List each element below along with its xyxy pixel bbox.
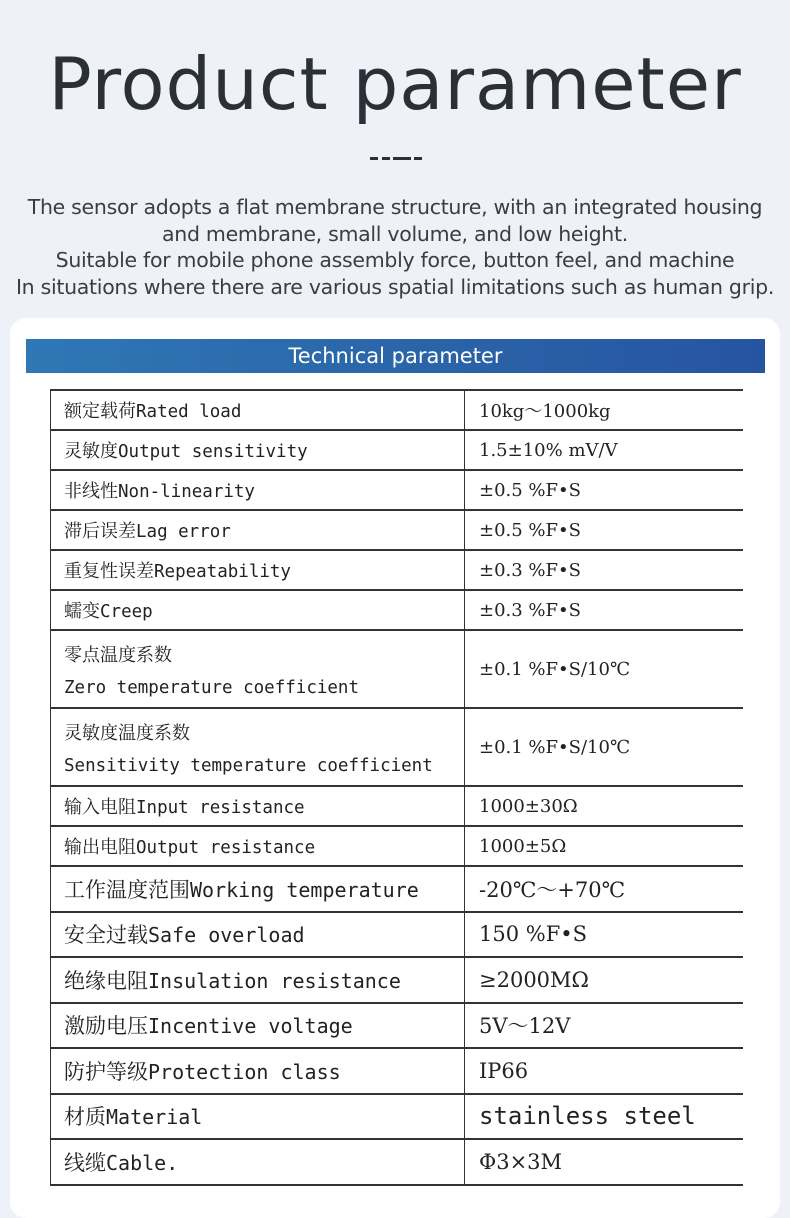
table-row — [50, 787, 743, 827]
table-row — [50, 471, 743, 511]
table-row — [50, 867, 743, 913]
parameter-value: 150 %F•S — [479, 922, 588, 947]
parameter-name: 灵敏度Output sensitivity — [50, 431, 465, 469]
table-row — [50, 958, 743, 1004]
parameter-name: 零点温度系数 Zero temperature coefficient — [50, 631, 465, 707]
parameter-value: -20℃～+70℃ — [479, 877, 626, 902]
parameter-value: ±0.5 %F•S — [479, 479, 581, 501]
parameter-value: ±0.5 %F•S — [479, 519, 581, 541]
table-row — [50, 1140, 743, 1186]
parameter-value: 10kg～1000kg — [479, 401, 611, 422]
parameter-name: 安全过载Safe overload — [50, 913, 465, 957]
table-row — [50, 913, 743, 959]
parameter-name: 输出电阻Output resistance — [50, 827, 465, 865]
parameter-value: ±0.1 %F•S/10℃ — [479, 736, 631, 758]
table-row — [50, 709, 743, 787]
parameter-name: 额定载荷Rated load — [50, 391, 465, 429]
parameter-name: 滞后误差Lag error — [50, 511, 465, 549]
table-row — [50, 431, 743, 471]
intro-line: and membrane, small volume, and low height. — [162, 221, 628, 246]
intro-line: Suitable for mobile phone assembly force, button feel, and machine — [55, 248, 735, 272]
table-row — [50, 551, 743, 591]
parameter-name: 重复性误差Repeatability — [50, 551, 465, 589]
table-row — [50, 591, 743, 631]
parameter-value: 1.5±10% mV/V — [479, 439, 618, 461]
parameter-name: 线缆Cable. — [50, 1140, 465, 1184]
table-row — [50, 1049, 743, 1095]
parameter-value: ≥2000MΩ — [479, 967, 589, 992]
parameter-value: stainless steel — [479, 1102, 696, 1131]
table-row — [50, 631, 743, 709]
table-row — [50, 1004, 743, 1050]
parameter-name: 蠕变Creep — [50, 591, 465, 629]
parameter-name: 绝缘电阻Insulation resistance — [50, 958, 465, 1002]
parameter-value: 1000±5Ω — [479, 835, 567, 857]
parameter-name: 灵敏度温度系数 Sensitivity temperature coefficient — [50, 709, 465, 785]
parameter-value: ±0.3 %F•S — [479, 559, 581, 581]
table-row — [50, 511, 743, 551]
table-row — [50, 391, 743, 431]
parameter-value: ±0.3 %F•S — [479, 599, 581, 621]
parameter-name: 工作温度范围Working temperature — [50, 867, 465, 911]
parameter-name: 材质Material — [50, 1095, 465, 1139]
parameter-value: 5V～12V — [479, 1014, 571, 1039]
parameter-value: ±0.1 %F•S/10℃ — [479, 658, 631, 680]
parameter-value: Φ3×3M — [479, 1149, 563, 1174]
parameter-value: IP66 — [479, 1058, 529, 1083]
intro-text — [10, 194, 780, 300]
section-banner: Technical parameter — [26, 339, 765, 373]
table-row — [50, 1095, 743, 1141]
parameter-value: 1000±30Ω — [479, 795, 578, 817]
title-divider — [370, 157, 422, 161]
intro-line: The sensor adopts a flat membrane structure, with an integrated housing — [27, 195, 763, 219]
parameter-name: 输入电阻Input resistance — [50, 787, 465, 825]
table-row — [50, 827, 743, 867]
intro-line: In situations where there are various spatial limitations such as human grip. — [15, 274, 775, 299]
page-title: Product parameter — [48, 42, 742, 126]
parameter-name: 防护等级Protection class — [50, 1049, 465, 1093]
parameter-table — [50, 389, 743, 1186]
parameter-name: 非线性Non-linearity — [50, 471, 465, 509]
parameter-name: 激励电压Incentive voltage — [50, 1004, 465, 1048]
